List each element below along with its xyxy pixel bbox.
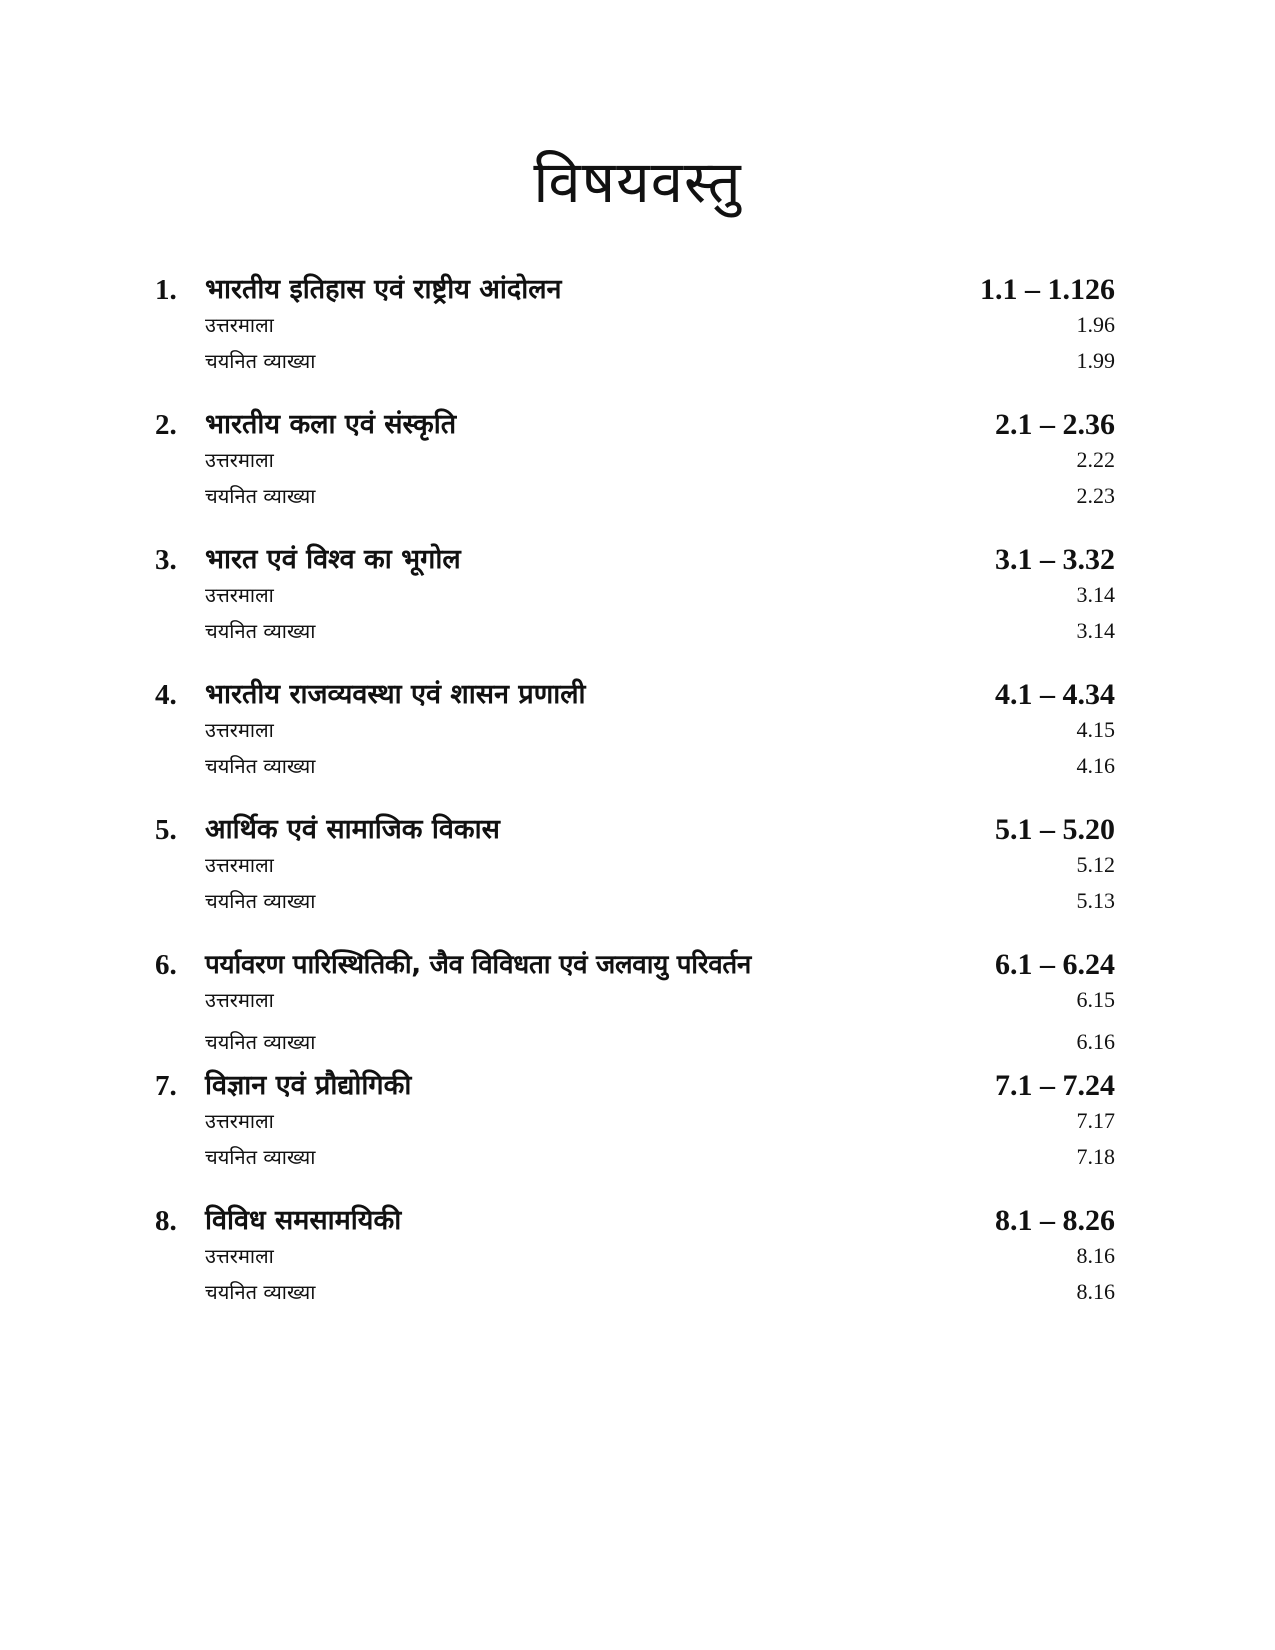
chapter-title: विविध समसामयिकी — [205, 1205, 402, 1236]
chapter-5 — [155, 810, 1115, 913]
answers-label: उत्तरमाला — [205, 853, 274, 877]
answers-page: 7.17 — [1076, 1108, 1115, 1133]
explanation-page: 4.16 — [1076, 753, 1115, 778]
chapter-title: भारत एवं विश्व का भूगोल — [205, 544, 461, 575]
answers-page: 4.15 — [1076, 717, 1115, 742]
explanation-page: 5.13 — [1076, 888, 1115, 913]
chapter-page-range: 7.1 – 7.24 — [995, 1069, 1115, 1102]
chapter-number: 5. — [155, 814, 177, 846]
chapter-title: भारतीय इतिहास एवं राष्ट्रीय आंदोलन — [205, 274, 562, 305]
explanation-page: 2.23 — [1076, 483, 1115, 508]
chapter-title: भारतीय राजव्यवस्था एवं शासन प्रणाली — [205, 679, 586, 710]
explanation-entry[interactable] — [205, 480, 1115, 512]
chapter-heading[interactable] — [155, 675, 1115, 715]
explanation-page: 1.99 — [1076, 348, 1115, 373]
chapter-number: 3. — [155, 544, 177, 576]
chapter-title: आर्थिक एवं सामाजिक विकास — [205, 814, 500, 845]
chapter-number: 6. — [155, 949, 177, 981]
chapter-page-range: 1.1 – 1.126 — [980, 273, 1115, 306]
explanation-label: चयनित व्याख्या — [205, 619, 316, 643]
answers-label: उत्तरमाला — [205, 583, 274, 607]
chapter-8 — [155, 1201, 1115, 1304]
explanation-label: चयनित व्याख्या — [205, 1280, 316, 1304]
answers-label: उत्तरमाला — [205, 448, 274, 472]
chapter-heading[interactable] — [155, 1066, 1115, 1106]
chapter-page-range: 3.1 – 3.32 — [995, 543, 1115, 576]
answers-page: 6.15 — [1076, 987, 1115, 1012]
explanation-entry[interactable] — [205, 1026, 1115, 1058]
chapter-3 — [155, 540, 1115, 643]
explanation-entry[interactable] — [205, 1276, 1115, 1308]
explanation-label: चयनित व्याख्या — [205, 754, 316, 778]
answers-label: उत्तरमाला — [205, 313, 274, 337]
chapter-heading[interactable] — [155, 810, 1115, 850]
chapter-number: 4. — [155, 679, 177, 711]
answers-page: 5.12 — [1076, 852, 1115, 877]
chapter-page-range: 6.1 – 6.24 — [995, 948, 1115, 981]
answers-entry[interactable] — [205, 444, 1115, 476]
answers-entry[interactable] — [205, 309, 1115, 341]
explanation-label: चयनित व्याख्या — [205, 1030, 316, 1054]
answers-page: 3.14 — [1076, 582, 1115, 607]
answers-label: उत्तरमाला — [205, 718, 274, 742]
chapter-7 — [155, 1066, 1115, 1169]
answers-entry[interactable] — [205, 849, 1115, 881]
chapter-page-range: 2.1 – 2.36 — [995, 408, 1115, 441]
chapter-number: 1. — [155, 274, 177, 306]
chapter-2 — [155, 405, 1115, 508]
answers-entry[interactable] — [205, 984, 1115, 1016]
chapter-heading[interactable] — [155, 405, 1115, 445]
answers-label: उत्तरमाला — [205, 1244, 274, 1268]
answers-page: 8.16 — [1076, 1243, 1115, 1268]
chapter-page-range: 8.1 – 8.26 — [995, 1204, 1115, 1237]
chapter-number: 2. — [155, 409, 177, 441]
explanation-label: चयनित व्याख्या — [205, 484, 316, 508]
answers-entry[interactable] — [205, 579, 1115, 611]
explanation-entry[interactable] — [205, 345, 1115, 377]
answers-page: 2.22 — [1076, 447, 1115, 472]
explanation-page: 3.14 — [1076, 618, 1115, 643]
explanation-entry[interactable] — [205, 885, 1115, 917]
explanation-label: चयनित व्याख्या — [205, 889, 316, 913]
chapter-heading[interactable] — [155, 945, 1115, 985]
answers-entry[interactable] — [205, 1105, 1115, 1137]
explanation-page: 6.16 — [1076, 1029, 1115, 1054]
chapter-6 — [155, 945, 1115, 1054]
chapter-heading[interactable] — [155, 270, 1115, 310]
chapter-page-range: 5.1 – 5.20 — [995, 813, 1115, 846]
chapter-number: 8. — [155, 1205, 177, 1237]
chapter-4 — [155, 675, 1115, 778]
chapter-title: पर्यावरण पारिस्थितिकी, जैव विविधता एवं जलवायु परिवर्तन — [205, 950, 752, 980]
explanation-entry[interactable] — [205, 615, 1115, 647]
answers-entry[interactable] — [205, 714, 1115, 746]
explanation-label: चयनित व्याख्या — [205, 349, 316, 373]
chapter-page-range: 4.1 – 4.34 — [995, 678, 1115, 711]
chapter-1 — [155, 270, 1115, 373]
answers-entry[interactable] — [205, 1240, 1115, 1272]
chapter-heading[interactable] — [155, 540, 1115, 580]
answers-label: उत्तरमाला — [205, 988, 274, 1012]
chapter-number: 7. — [155, 1070, 177, 1102]
explanation-entry[interactable] — [205, 1141, 1115, 1173]
explanation-entry[interactable] — [205, 750, 1115, 782]
page-title: विषयवस्तु — [533, 148, 742, 216]
answers-label: उत्तरमाला — [205, 1109, 274, 1133]
explanation-label: चयनित व्याख्या — [205, 1145, 316, 1169]
explanation-page: 8.16 — [1076, 1279, 1115, 1304]
chapter-title: विज्ञान एवं प्रौद्योगिकी — [205, 1070, 412, 1101]
answers-page: 1.96 — [1076, 312, 1115, 337]
explanation-page: 7.18 — [1076, 1144, 1115, 1169]
chapter-heading[interactable] — [155, 1201, 1115, 1241]
chapter-title: भारतीय कला एवं संस्कृति — [205, 409, 457, 440]
